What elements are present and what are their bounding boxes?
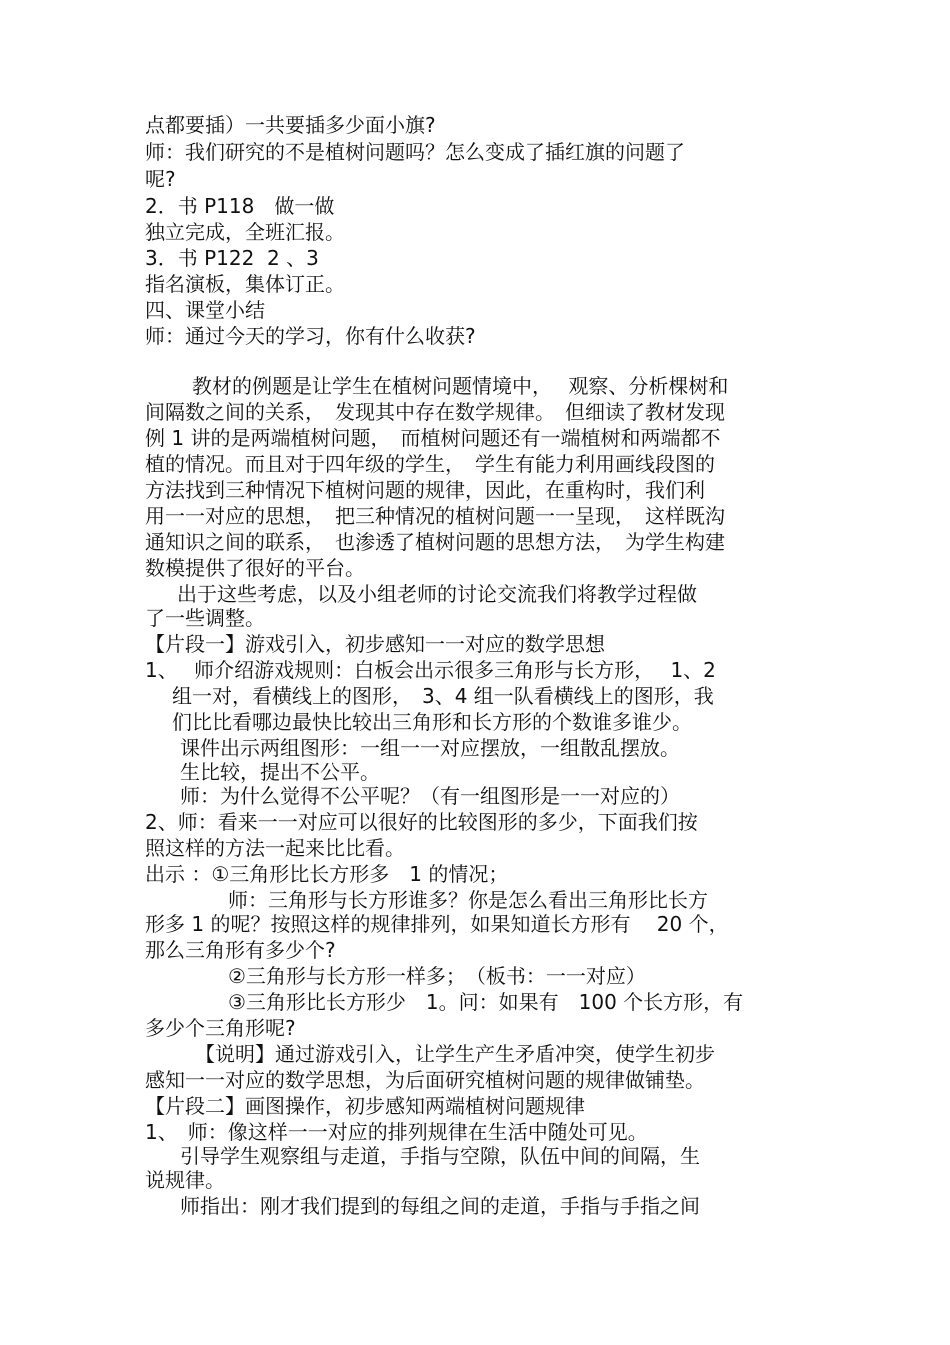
text-line: 师指出：刚才我们提到的每组之间的走道，手指与手指之间 [180,1194,700,1218]
text-line: 数模提供了很好的平台。 [145,556,365,580]
text-line: 组一对，看横线上的图形， 3、4 组一队看横线上的图形，我 [172,684,714,708]
text-line: 1、 师介绍游戏规则：白板会出示很多三角形与长方形， 1、2 [145,658,716,682]
text-line: 间隔数之间的关系， 发现其中存在数学规律。 但细读了教材发现 [145,400,725,424]
text-line: 独立完成，全班汇报。 [145,220,345,244]
text-line: 出于这些考虑，以及小组老师的讨论交流我们将教学过程做 [177,582,697,606]
text-line: 指名演板，集体订正。 [145,272,345,296]
text-line: 四、课堂小结 [145,298,265,322]
text-line: 1、 师：像这样一一对应的排列规律在生活中随处可见。 [145,1120,648,1144]
text-line: 课件出示两组图形：一组一一对应摆放，一组散乱摆放。 [180,736,680,760]
text-line: 【说明】通过游戏引入，让学生产生矛盾冲突，使学生初步 [195,1042,715,1066]
section-heading: 【片段一】游戏引入，初步感知一一对应的数学思想 [145,632,605,656]
text-line: 教材的例题是让学生在植树问题情境中， 观察、分析棵树和 [192,374,729,398]
text-line: 了一些调整。 [145,606,265,630]
text-line: 那么三角形有多少个? [145,938,336,962]
text-line: 多少个三角形呢? [145,1016,296,1040]
text-line: 出示 ：①三角形比长方形多 1 的情况； [145,862,509,886]
text-line: 们比比看哪边最快比较出三角形和长方形的个数谁多谁少。 [172,710,692,734]
text-line: 呢? [145,167,176,191]
text-line: 引导学生观察组与走道，手指与空隙，队伍中间的间隔，生 [180,1144,700,1168]
text-line: 例 1 讲的是两端植树问题， 而植树问题还有一端植树和两端都不 [145,426,721,450]
text-line: 用一一对应的思想， 把三种情况的植树问题一一呈现， 这样既沟 [145,504,725,528]
text-line: 点都要插）一共要插多少面小旗? [145,113,436,137]
text-line: 3．书 P122 2 、3 [145,246,319,270]
text-line: 形多 1 的呢？按照这样的规律排列，如果知道长方形有 20 个， [145,912,729,936]
text-line: 植的情况。而且对于四年级的学生， 学生有能力利用画线段图的 [145,452,715,476]
text-line: ②三角形与长方形一样多； （板书：一一对应） [228,964,646,988]
text-line: 照这样的方法一起来比比看。 [145,836,405,860]
section-heading: 【片段二】画图操作，初步感知两端植树问题规律 [145,1094,585,1118]
text-line: ③三角形比长方形少 1。问：如果有 100 个长方形，有 [228,990,744,1014]
text-line: 感知一一对应的数学思想，为后面研究植树问题的规律做铺垫。 [145,1068,705,1092]
text-line: 师：我们研究的不是植树问题吗？怎么变成了插红旗的问题了 [145,140,685,164]
text-line: 生比较，提出不公平。 [180,760,380,784]
text-line: 通知识之间的联系， 也渗透了植树问题的思想方法， 为学生构建 [145,530,725,554]
text-line: 师：通过今天的学习，你有什么收获? [145,324,476,348]
text-line: 方法找到三种情况下植树问题的规律，因此，在重构时，我们利 [145,478,705,502]
text-line: 师：三角形与长方形谁多？你是怎么看出三角形比长方 [228,888,708,912]
text-line: 2．书 P118 做一做 [145,194,335,218]
text-line: 师：为什么觉得不公平呢？（有一组图形是一一对应的） [180,784,680,808]
text-line: 2、师：看来一一对应可以很好的比较图形的多少，下面我们按 [145,810,698,834]
text-line: 说规律。 [145,1168,225,1192]
